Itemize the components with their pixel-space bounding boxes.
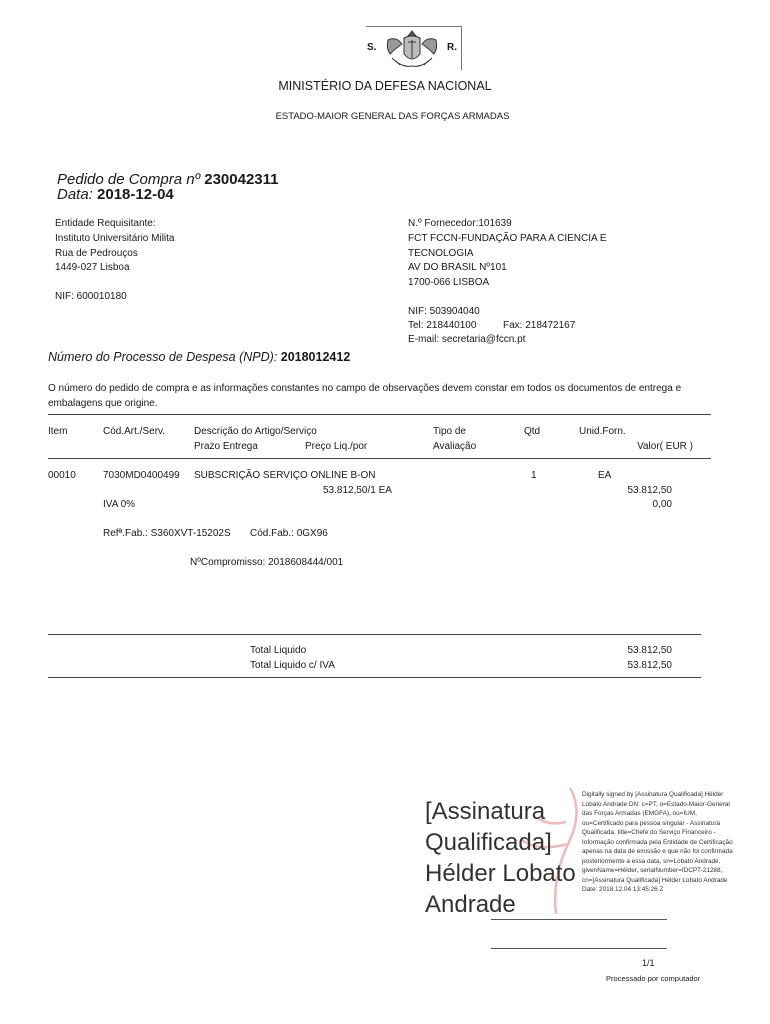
col-type-2: Avaliação [433,441,477,452]
seal-frame-right [461,26,462,70]
requester-line: 1449-027 Lisboa [55,262,130,273]
col-description: Descrição do Artigo/Serviço [194,426,317,437]
col-item: Item [48,426,68,437]
seal-letter-r: R. [447,42,457,53]
col-unit: Unid.Forn. [579,426,626,437]
date-label: Data: [57,186,93,203]
page-number: 1/1 [642,958,655,968]
requester-nif: NIF: 600010180 [55,291,127,302]
total-net-value: 53.812,50 [627,645,672,656]
item-vat-value: 0,00 [652,499,672,510]
supplier-line: AV DO BRASIL Nº101 [408,262,507,273]
supplier-nif: NIF: 503904040 [408,306,480,317]
total-vat-label: Total Liquido c/ IVA [250,660,335,671]
item-ref: Refª.Fab.: S360XVT-15202S [103,528,231,539]
supplier-fax: Fax: 218472167 [503,320,576,331]
supplier-line: N.º Fornecedor:101639 [408,218,512,229]
processed-note: Processado por computador [606,974,701,983]
divider [48,458,711,459]
notice-line: O número do pedido de compra e as informações constantes no campo de observações devem constar em todos os documentos de entrega e [48,383,682,394]
signature-name: [Assinatura Qualificada] Hélder Lobato Andrade [425,798,576,918]
seal-frame-top [366,26,462,27]
col-price: Preço Liq./por [305,441,368,452]
item-value: 53.812,50 [627,485,672,496]
signature-line [491,948,667,949]
item-commitment: NºCompromisso: 2018608444/001 [190,557,344,568]
order-date [57,186,174,203]
signature-details: Digitally signed by [Assinatura Qualificada] Hélder Lobato Andrade DN: c=PT, o=Estado-Maior-General das Forças Armadas (EMGFA), ou=IUM, ou=Certificado para pessoa singular - Assinatura Qualificada, title=Chefe do Serviço Financeiro - Informação confirmada pela Entidade de Certificação apenas na data de emissão e que não foi confirmada posteriormente a essa data, sn=Lobato Andrade, givenName=Hélder, serialNumber=IDCPT-21288, cn=[Assinatura Qualificada] Hélder Lobato Andrade Date: 2018.12.04 13:45:26 Z [582,791,733,893]
supplier-tel: Tel: 218440100 [408,320,477,331]
seal-letter-s: S. [367,42,377,53]
coat-of-arms-icon [382,28,442,70]
signature-line [491,919,667,920]
process-value: 2018012412 [280,350,351,364]
item-vat-label: IVA 0% [103,499,136,510]
date-value: 2018-12-04 [97,186,174,203]
subunit-title: ESTADO-MAIOR GENERAL DAS FORÇAS ARMADAS [275,111,510,122]
supplier-line: 1700-066 LISBOA [408,277,490,288]
order-label: Pedido de Compra nº [57,171,201,188]
supplier-line: FCT FCCN-FUNDAÇÃO PARA A CIENCIA E [408,233,607,244]
item-description: SUBSCRIÇÃO SERVIÇO ONLINE B-ON [194,470,376,481]
col-delivery: Prazo Entrega [194,441,258,452]
total-net-label: Total Liquido [250,645,307,656]
col-qty: Qtd [524,426,541,437]
divider [48,677,701,678]
item-cod-fab: Cód.Fab.: 0GX96 [250,528,328,539]
item-unit-price: 53.812,50/1 EA [323,485,392,496]
col-value: Valor( EUR ) [637,441,693,452]
total-vat-value: 53.812,50 [627,660,672,671]
ministry-title: MINISTÉRIO DA DEFESA NACIONAL [278,79,492,93]
supplier-line: TECNOLOGIA [408,248,474,259]
divider [48,414,711,415]
item-code: 7030MD0400499 [103,470,180,481]
divider [48,634,701,635]
item-number: 00010 [48,470,76,481]
requester-line: Rua de Pedrouços [55,248,138,259]
col-code: Cód.Art./Serv. [103,426,166,437]
order-number: 230042311 [204,171,279,188]
process-label: Número do Processo de Despesa (NPD): [48,350,278,364]
supplier-email: E-mail: secretaria@fccn.pt [408,334,526,345]
process-number [48,350,350,364]
requester-line: Entidade Requisitante: [55,218,156,229]
item-qty: 1 [531,470,537,481]
requester-line: Instituto Universitário Milita [55,233,175,244]
notice-line: embalagens que origine. [48,398,158,409]
item-unit: EA [598,470,612,481]
col-type: Tipo de [433,426,466,437]
